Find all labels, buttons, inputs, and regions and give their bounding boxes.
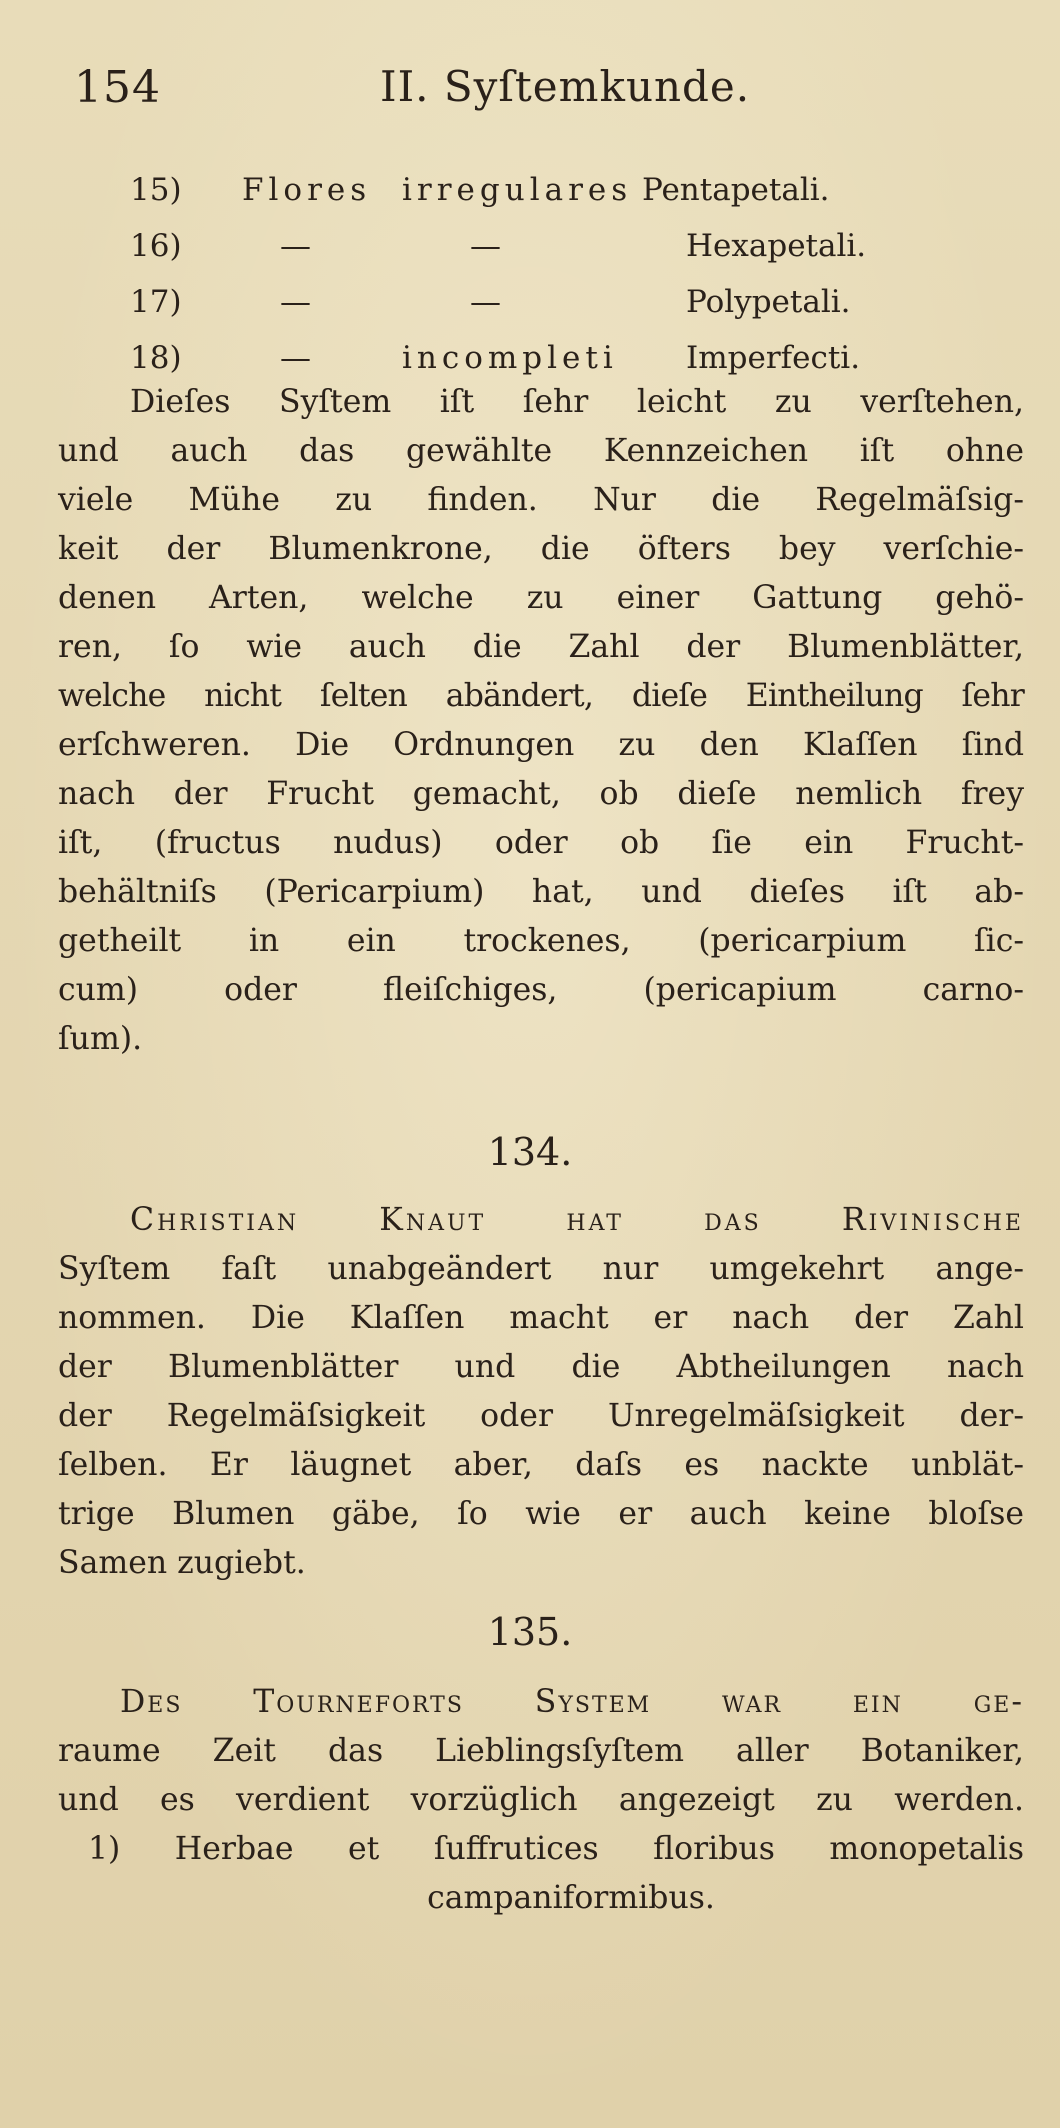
text-line: keit der Blumenkrone, die öfters bey verſchie- [58,531,1024,567]
list-item [130,172,930,228]
text-line: und es verdient vorzüglich angezeigt zu werden. [58,1782,1024,1818]
text-line: cum) oder fleiſchiges, (pericapium carno- [58,972,1024,1008]
page-header [0,62,1060,132]
list-item-number: 17) [130,284,182,320]
list-item-term: irregulares [402,172,633,208]
text-line: welche nicht ſelten abändert, dieſe Eintheilung ſehr [58,678,1024,714]
list-item-term: Imperfecti. [686,340,861,376]
list-item-number: 18) [130,340,182,376]
text-line: getheilt in ein trockenes, (pericarpium ſic- [58,923,1024,959]
list-item-number: 15) [130,172,182,208]
list-item-term: Polypetali. [686,284,851,320]
text-line: Des Tourneforts Syſtem war ein ge- [120,1684,1024,1720]
list-item-term: Flores [242,172,372,208]
text-line: Syſtem faſt unabgeändert nur umgekehrt ange- [58,1251,1024,1287]
text-line: iſt, (fructus nudus) oder ob ſie ein Frucht- [58,825,1024,861]
paragraph-133 [58,378,1024,1064]
section-number-135: 135. [487,1610,573,1654]
text-line: nommen. Die Klaſſen macht er nach der Zahl [58,1300,1024,1336]
list-item-dash: — [280,228,311,264]
section-number-134: 134. [487,1130,573,1174]
text-line: campaniformibus. [427,1880,715,1916]
text-line: 1) Herbae et ſuffrutices floribus monopetalis [88,1831,1024,1867]
text-line: raume Zeit das Lieblingsſyſtem aller Botaniker, [58,1733,1024,1769]
text-line: Samen zugiebt. [58,1545,306,1581]
list-item-dash: — [280,340,311,376]
paragraph-134 [58,1196,1024,1588]
list-item-dash: — [280,284,311,320]
text-line: viele Mühe zu finden. Nur die Regelmäſsig- [58,482,1024,518]
list-item-term: Hexapetali. [686,228,867,264]
text-line: ren, ſo wie auch die Zahl der Blumenblätter, [58,629,1024,665]
text-line: der Regelmäſsigkeit oder Unregelmäſsigkeit der- [58,1398,1024,1434]
text-line: ſum). [58,1021,143,1057]
text-line: erſchweren. Die Ordnungen zu den Klaſſen ſind [58,727,1024,763]
text-line: der Blumenblätter und die Abtheilungen nach [58,1349,1024,1385]
list-item-number: 16) [130,228,182,264]
text-line: nach der Frucht gemacht, ob dieſe nemlich frey [58,776,1024,812]
text-line: und auch das gewählte Kennzeichen iſt ohne [58,433,1024,469]
list-item-dash: — [470,228,501,264]
text-line: denen Arten, welche zu einer Gattung gehö- [58,580,1024,616]
running-title: II. Syſtemkunde. [380,62,751,111]
list-item-dash: — [470,284,501,320]
class-list [130,172,930,396]
list-item [130,284,930,340]
list-item [130,228,930,284]
page-number: 154 [74,62,161,113]
text-line: behältniſs (Pericarpium) hat, und dieſes iſt ab- [58,874,1024,910]
list-item-term: incompleti [402,340,618,376]
text-line: ſelben. Er läugnet aber, daſs es nackte unblät- [58,1447,1024,1483]
text-line: Dieſes Syſtem iſt ſehr leicht zu verſtehen, [130,384,1024,420]
list-item-term: Pentapetali. [642,172,830,208]
text-line: trige Blumen gäbe, ſo wie er auch keine bloſse [58,1496,1024,1532]
text-line: Christian Knaut hat das Riviniſche [130,1202,1024,1238]
paragraph-135 [58,1678,1024,1923]
